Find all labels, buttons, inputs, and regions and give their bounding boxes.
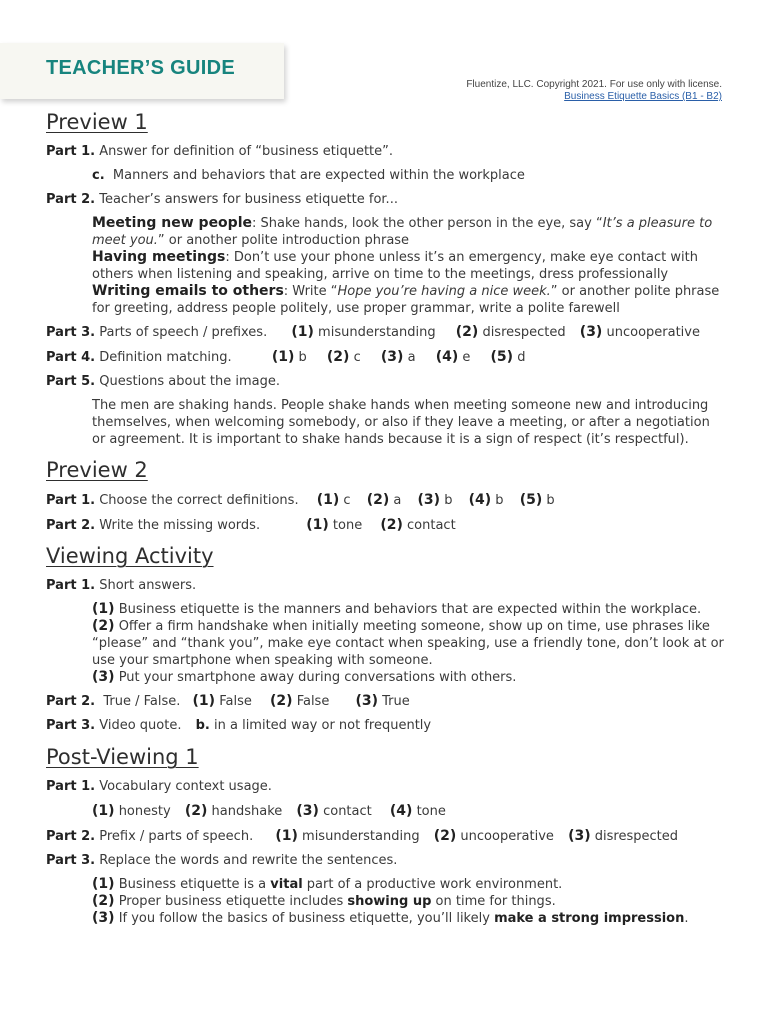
answer-having-meetings: Having meetings: Don’t use your phone unless it’s an emergency, make eye contact with others when listening and speaking, arrive on time to the meetings, dress professionally bbox=[92, 249, 698, 282]
copyright-text: Fluentize, LLC. Copyright 2021. For use only with license. bbox=[466, 79, 722, 90]
section-heading-preview-1: Preview 1 bbox=[46, 110, 148, 134]
copyright-notice bbox=[466, 79, 722, 103]
p1-part5: Part 5. Questions about the image. bbox=[46, 374, 281, 389]
va-part1: Part 1. Short answers. bbox=[46, 578, 197, 593]
pv-part3: Part 3. Replace the words and rewrite the sentences. bbox=[46, 853, 398, 868]
p1-part5-answer: The men are shaking hands. People shake hands when meeting someone new and introducing themselves, when welcoming somebody, or also if they leave a meeting, or after a negotiation or agreement. It is important to shake hands because it is a sign of respect (it’s respectful). bbox=[92, 398, 710, 447]
p1-part4: Part 4. Definition matching. (1) b (2) c (3) a (4) e (5) d bbox=[46, 349, 526, 365]
section-heading-preview-2: Preview 2 bbox=[46, 458, 148, 482]
va-part3: Part 3. Video quote. b. in a limited way or not frequently bbox=[46, 718, 432, 733]
p1-part1-answer: c. Manners and behaviors that are expected within the workplace bbox=[92, 168, 525, 183]
answer-key bbox=[46, 110, 726, 927]
pv-part1: Part 1. Vocabulary context usage. bbox=[46, 779, 272, 794]
va-part2: Part 2. True / False. (1) False (2) False (3) True bbox=[46, 693, 410, 709]
p1-part2: Part 2. Teacher’s answers for business etiquette for... bbox=[46, 192, 398, 207]
pv-part2: Part 2. Prefix / parts of speech. (1) misunderstanding (2) uncooperative (3) disrespected bbox=[46, 828, 678, 844]
p1-part2-answers bbox=[46, 215, 726, 317]
p1-part3: Part 3. Parts of speech / prefixes. (1) misunderstanding (2) disrespected (3) uncooperative bbox=[46, 324, 700, 340]
course-link[interactable]: Business Etiquette Basics (B1 - B2) bbox=[564, 91, 722, 102]
answer-writing-emails: Writing emails to others: Write “Hope you’re having a nice week.” or another polite phrase for greeting, address people politely, use proper grammar, write a polite farewell bbox=[92, 283, 720, 316]
p2-part1: Part 1. Choose the correct definitions. (1) c (2) a (3) b (4) b (5) b bbox=[46, 492, 555, 508]
pv-part3-answers: (1) Business etiquette is a vital part of a productive work environment. (2) Proper business etiquette includes showing up on time for things. (3) If you follow the basics of business etiquette, you’ll likely make a strong impression. bbox=[92, 876, 689, 926]
p2-part2: Part 2. Write the missing words. (1) tone (2) contact bbox=[46, 517, 456, 533]
va-part1-answers: (1) Business etiquette is the manners and behaviors that are expected within the workplace. (2) Offer a firm handshake when initially meeting someone, show up on time, use phrases like “please” and “thank you”, make eye contact when speaking, use a friendly tone, don’t look at or use your smartphone when speaking with someone. (3) Put your smartphone away during conversations with others. bbox=[92, 601, 724, 685]
pv-part1-answers: (1) honesty (2) handshake (3) contact (4) tone bbox=[92, 803, 446, 819]
page-title: TEACHER’S GUIDE bbox=[46, 57, 235, 79]
section-heading-viewing: Viewing Activity bbox=[46, 544, 214, 568]
p1-part1: Part 1. Answer for definition of “business etiquette”. bbox=[46, 144, 394, 159]
answer-meeting-people: Meeting new people: Shake hands, look the other person in the eye, say “It’s a pleasure to meet you.” or another polite introduction phrase bbox=[92, 215, 713, 248]
section-heading-post-viewing-1: Post-Viewing 1 bbox=[46, 745, 199, 769]
